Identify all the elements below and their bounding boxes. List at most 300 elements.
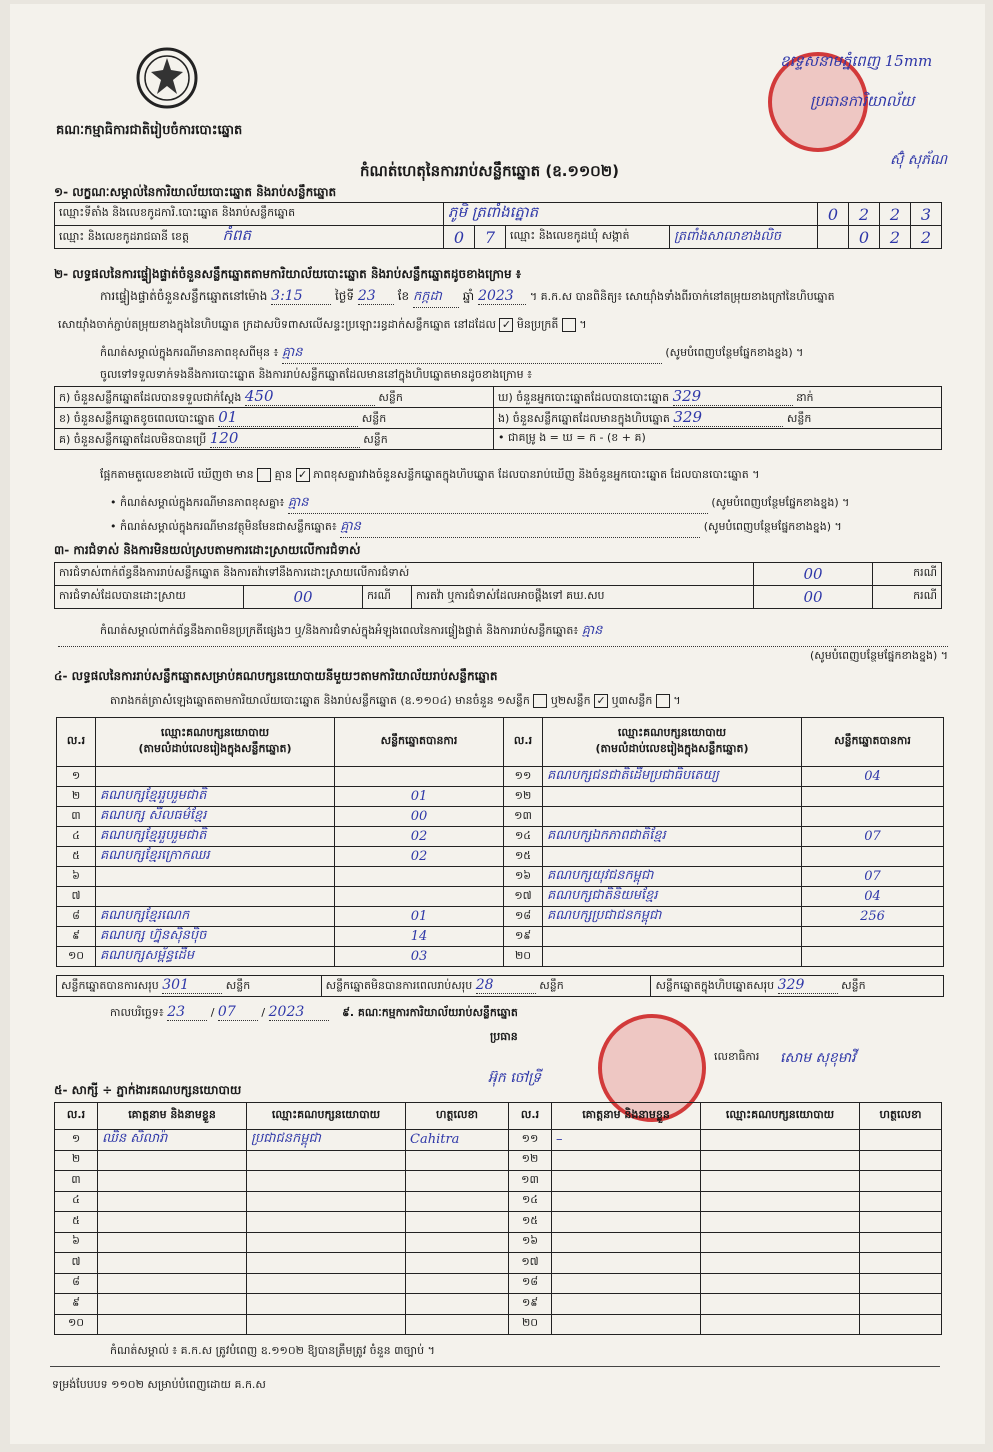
s3-r2-label: ការជំទាស់ដែលបានដោះស្រាយ <box>55 586 244 609</box>
witness-sign <box>860 1273 942 1294</box>
witness-sign <box>860 1212 942 1233</box>
s1-row1-label: ឈ្មោះទីតាំង និងលេខកូដការិ.បោះឆ្នោត និងរាប់សន្លឹកឆ្នោត <box>55 203 444 226</box>
table-row <box>55 1171 942 1192</box>
s1-row2-label <box>55 226 444 249</box>
s4-date-row: កាលបរិច្ឆេទ៖ 23 / 07 / 2023 ៩. គណៈកម្មការការិយាល័យរាប់សន្លឹកឆ្នោត <box>110 1004 518 1020</box>
party-votes: 01 <box>335 907 504 927</box>
party-name: គណបក្សជាតិនិយមខ្មែរ <box>543 887 802 907</box>
witness-no: ១៧ <box>509 1253 552 1274</box>
witness-sign <box>406 1191 509 1212</box>
table-row <box>57 867 944 887</box>
witness-party <box>701 1171 860 1192</box>
s4-committee-label: ៩. គណៈកម្មការការិយាល័យរាប់សន្លឹកឆ្នោត <box>342 1006 518 1019</box>
witness-no: ៤ <box>55 1191 98 1212</box>
s1-prov-digit: 7 <box>475 226 506 249</box>
witness-name <box>98 1314 247 1335</box>
checkbox-normal[interactable]: ✓ <box>499 318 513 332</box>
s3-table <box>54 562 942 609</box>
party-no: ១ <box>57 767 96 787</box>
s2-day-label: ថ្ងៃទី <box>335 289 355 303</box>
witness-no: ២ <box>55 1150 98 1171</box>
witness-party <box>701 1314 860 1335</box>
witness-no: ៧ <box>55 1253 98 1274</box>
witness-sign <box>860 1150 942 1171</box>
witness-name <box>552 1253 701 1274</box>
s2-year-label: ឆ្នាំ <box>462 289 475 303</box>
s2-abnormal-label: មិនប្រក្រតី <box>516 318 559 331</box>
witness-sign <box>860 1253 942 1274</box>
s2-row-c-unit: សន្លឹក <box>363 433 388 446</box>
party-name <box>96 767 335 787</box>
s4-total-valid-unit: សន្លឹក <box>225 979 251 992</box>
s2-row-b-unit: សន្លឹក <box>361 412 387 425</box>
table-row <box>57 767 944 787</box>
witness-party <box>701 1294 860 1315</box>
s3-note-value: គ្មាន <box>581 623 603 638</box>
s2-bullet1 <box>110 494 950 514</box>
witness-name <box>98 1253 247 1274</box>
s3-r2-value2: 00 <box>754 586 873 609</box>
party-no: ២០ <box>504 947 543 967</box>
witness-name <box>552 1150 701 1171</box>
party-no: ៧ <box>57 887 96 907</box>
s1-spacer <box>818 226 849 249</box>
s1-comm-digit: 0 <box>849 226 880 249</box>
s2-para5-lead: ផ្អែកតាមតួលេខខាងលើ ឃើញថា មាន <box>100 468 254 481</box>
s2-note-suffix: (សូមបំពេញបន្ថែមផ្នែកខាងខ្នង) ។ <box>665 346 804 359</box>
s2-row-a-value: 450 <box>245 387 375 406</box>
col-party <box>96 718 335 767</box>
witness-no: ១៨ <box>509 1273 552 1294</box>
witness-sign <box>406 1253 509 1274</box>
chair-name: អ៊ុក ចៅទ្រី <box>488 1070 542 1086</box>
witness-name <box>98 1171 247 1192</box>
party-no: ១៩ <box>504 927 543 947</box>
party-name: គណបក្សប្រជាជនកម្ពុជា <box>543 907 802 927</box>
s3-note <box>100 622 602 641</box>
s3-r2-label2: ការតវ៉ា ឬការជំទាស់ដែលអាចផ្តឹងទៅ គឃ.សប <box>412 586 754 609</box>
witness-sign <box>406 1150 509 1171</box>
s2-row-b <box>55 408 494 429</box>
s4-totals <box>56 975 944 997</box>
party-no: ១២ <box>504 787 543 807</box>
s2-note-label: កំណត់សម្គាល់ក្នុងករណីមានភាពខុសពីមុន ៖ <box>100 346 279 359</box>
s2-para1-rest: ។ គ.ក.ស បានពិនិត្យ៖ សោយ៉ាំងទាំងពីរចាក់នៅតម្រុយខាងក្រៅនៃហិបឆ្នោត <box>529 290 835 303</box>
s2-row-a-unit: សន្លឹក <box>378 391 403 404</box>
s5-col-name: គោត្តនាម និងនាមខ្លួន <box>98 1103 247 1130</box>
section5-heading: ៥- សាក្សី ÷ ភ្នាក់ងារគណបក្សនយោបាយ <box>54 1083 242 1097</box>
org-name: គណៈកម្មាធិការជាតិរៀបចំការបោះឆ្នោត <box>56 123 243 138</box>
footer-text: ទម្រង់បែបបទ ១១០២ សម្រាប់បំពេញដោយ គ.ក.ស <box>52 1378 266 1391</box>
witness-party <box>247 1212 406 1233</box>
party-name: គណបក្សជនជាតិដើមប្រជាធិបតេយ្យ <box>543 767 802 787</box>
table-row <box>57 787 944 807</box>
witness-party <box>247 1171 406 1192</box>
checkbox-abnormal[interactable] <box>562 318 576 332</box>
party-votes <box>802 927 944 947</box>
witness-no: ៣ <box>55 1171 98 1192</box>
table-row <box>55 1314 942 1335</box>
party-name <box>96 867 335 887</box>
witness-name <box>552 1191 701 1212</box>
s4-total-invalid <box>321 976 651 997</box>
party-votes: 02 <box>335 827 504 847</box>
s1-code-digit: 2 <box>849 203 880 226</box>
witness-party <box>701 1253 860 1274</box>
secretary-label: លេខាធិការ <box>714 1050 760 1063</box>
s2-row-a-label: ក) ចំនួនសន្លឹកឆ្នោតដែលបានទទួលជាក់ស្តែង <box>59 391 242 404</box>
party-name <box>543 807 802 827</box>
s2-bullet2 <box>110 518 950 538</box>
s4-date-month: 07 <box>218 1004 258 1021</box>
s2-para3 <box>100 344 950 364</box>
section1-heading: ១- លក្ខណៈសម្គាល់នៃការិយាល័យបោះឆ្នោត និងរាប់សន្លឹកឆ្នោត <box>54 185 337 199</box>
party-votes: 03 <box>335 947 504 967</box>
witness-party <box>247 1150 406 1171</box>
party-no: ៦ <box>57 867 96 887</box>
witness-name <box>98 1191 247 1212</box>
party-no: ១៥ <box>504 847 543 867</box>
party-votes <box>802 847 944 867</box>
s2-row-b-value: 01 <box>218 408 358 427</box>
party-name <box>543 847 802 867</box>
witness-name <box>552 1171 701 1192</box>
section4-heading: ៤- លទ្ធផលនៃការរាប់សន្លឹកឆ្នោតសម្រាប់គណបក្សនយោបាយនីមួយៗតាមការិយាល័យរាប់សន្លឹកឆ្នោត <box>54 669 498 683</box>
s1-comm-digit: 2 <box>880 226 911 249</box>
party-votes: 07 <box>802 867 944 887</box>
s5-note: កំណត់សម្គាល់ ៖ គ.ក.ស ត្រូវបំពេញ ឧ.១១០២ ឱ្យបានត្រឹមត្រូវ ចំនួន ៣ច្បាប់ ។ <box>110 1344 435 1357</box>
witness-no: ៩ <box>55 1294 98 1315</box>
s4-intro-text: តារាងកត់ត្រាសំឡេងឆ្នោតតាមការិយាល័យបោះឆ្នោត និងរាប់សន្លឹកឆ្នោត (ឧ.១១០៤) មានចំនួន ១សន្លឹក <box>110 694 530 707</box>
s3-note-label: កំណត់សម្គាល់ពាក់ព័ន្ធនឹងភាពមិនប្រក្រតីផ្សេងៗ ឬ/និងការជំទាស់ក្នុងអំឡុងពេលនៃការផ្ទៀងផ្ទាត់ និងការរាប់សន្លឹកឆ្នោត៖ <box>100 624 579 637</box>
s4-total-invalid-unit: សន្លឹក <box>539 979 564 992</box>
col-party-right-sub: (តាមលំដាប់លេខរៀងក្នុងសន្លឹកឆ្នោត) <box>595 742 749 755</box>
party-votes: 02 <box>335 847 504 867</box>
chair-label: ប្រធាន <box>490 1030 518 1043</box>
s4-party-table <box>56 717 944 967</box>
s1-code-digit: 3 <box>911 203 942 226</box>
table-row <box>57 887 944 907</box>
s4-intro-2sheet: ឬ២សន្លឹក <box>550 694 591 707</box>
s1-province-value: កំពត <box>222 226 252 244</box>
table-row <box>57 907 944 927</box>
party-name: គណបក្សខ្មែរក្រោកឈរ <box>96 847 335 867</box>
s3-r1-unit: ករណី <box>873 563 942 586</box>
s4-total-box-label: សន្លឹកឆ្នោតក្នុងហិបឆ្នោតសរុប <box>655 979 775 992</box>
s2-row-d-value: 329 <box>673 387 793 406</box>
s2-note-value: គ្មាន <box>282 344 662 364</box>
s2-row-c-value: 120 <box>210 429 360 448</box>
party-votes: 04 <box>802 767 944 787</box>
s4-total-box-value: 329 <box>778 977 838 994</box>
s2-row-b-label: ខ) ចំនួនសន្លឹកឆ្នោតខូចពេលបោះឆ្នោត <box>59 412 215 425</box>
s2-row-e-unit: សន្លឹក <box>786 412 812 425</box>
table-row <box>55 1191 942 1212</box>
party-votes <box>802 947 944 967</box>
s2-row-e-label: ង) ចំនួនសន្លឹកឆ្នោតដែលមានក្នុងហិបឆ្នោត <box>498 412 670 425</box>
party-name: គណបក្សឯកភាពជាតិខ្មែរ <box>543 827 802 847</box>
party-no: ៩ <box>57 927 96 947</box>
table-row <box>57 807 944 827</box>
party-name <box>543 787 802 807</box>
table-row <box>55 1212 942 1233</box>
witness-name: – <box>552 1130 701 1151</box>
party-name: គណបក្សយុវជនកម្ពុជា <box>543 867 802 887</box>
s2-row-d-unit: នាក់ <box>796 391 814 404</box>
table-row <box>55 1253 942 1274</box>
party-no: ៥ <box>57 847 96 867</box>
party-no: ១៧ <box>504 887 543 907</box>
witness-name <box>98 1273 247 1294</box>
top-right-note-3: ស៊ុំ សុភ័ណ <box>890 152 948 168</box>
witness-no: ១០ <box>55 1314 98 1335</box>
witness-name <box>552 1212 701 1233</box>
col-no-right: ល.រ <box>504 718 543 767</box>
s3-r1-label: ការជំទាស់ពាក់ព័ន្ធនឹងការរាប់សន្លឹកឆ្នោត និងការតវ៉ាទៅនឹងការដោះស្រាយលើការជំទាស់ <box>55 563 754 586</box>
s2-year-value: 2023 <box>478 288 526 305</box>
col-no: ល.រ <box>57 718 96 767</box>
witness-no: ១៣ <box>509 1171 552 1192</box>
s4-intro-3sheet: ឬ៣សន្លឹក <box>611 694 653 707</box>
s1-row1-value: ភូមិ ត្រពាំងត្នោត <box>444 203 818 226</box>
party-name: គណបក្សខ្មែររួបរួមជាតិ <box>96 787 335 807</box>
witness-party <box>247 1232 406 1253</box>
witness-party <box>247 1294 406 1315</box>
emblem-icon <box>135 46 199 110</box>
witness-sign <box>406 1212 509 1233</box>
party-name <box>543 927 802 947</box>
s5-col-sign-right: ហត្ថលេខា <box>860 1103 942 1130</box>
section1-table <box>54 202 942 249</box>
witness-sign <box>406 1232 509 1253</box>
s2-none-label: គ្មាន <box>274 468 293 481</box>
party-votes: 01 <box>335 787 504 807</box>
party-votes <box>335 767 504 787</box>
party-name: គណបក្សខ្មែរណេក <box>96 907 335 927</box>
witness-sign <box>860 1232 942 1253</box>
s1-code-digit: 0 <box>818 203 849 226</box>
col-party-right <box>543 718 802 767</box>
s3-note-suffix: (សូមបំពេញបន្ថែមផ្នែកខាងខ្នង) ។ <box>58 646 948 665</box>
s4-total-invalid-label: សន្លឹកឆ្នោតមិនបានការពេលរាប់សរុប <box>325 979 473 992</box>
witness-name <box>552 1232 701 1253</box>
witness-sign <box>860 1191 942 1212</box>
checkbox-none[interactable]: ✓ <box>296 468 310 482</box>
witness-no: ១៥ <box>509 1212 552 1233</box>
secretary-name: សោម សុខុមាវី <box>780 1050 856 1066</box>
witness-sign <box>860 1294 942 1315</box>
form-page <box>10 4 985 1444</box>
witness-sign <box>406 1171 509 1192</box>
s2-day-value: 23 <box>358 288 394 305</box>
party-votes <box>802 807 944 827</box>
witness-sign <box>406 1294 509 1315</box>
witness-no: ៦ <box>55 1232 98 1253</box>
section3-heading: ៣- ការជំទាស់ និងការមិនយល់ស្របតាមការដោះស្រាយលើការជំទាស់ <box>54 543 361 557</box>
s4-date-label: កាលបរិច្ឆេទ៖ <box>110 1006 164 1019</box>
witness-party <box>701 1150 860 1171</box>
s2-b2-label: • កំណត់សម្គាល់ក្នុងករណីមានវត្ថុមិនមែនជាសន្លឹកឆ្នោត៖ <box>110 520 337 533</box>
witness-party <box>247 1253 406 1274</box>
witness-name <box>98 1232 247 1253</box>
party-name: គណបក្ស ហ្វ៊ុនស៊ិនប៉ិច <box>96 927 335 947</box>
s2-para5 <box>100 468 960 484</box>
table-row <box>55 1273 942 1294</box>
party-votes: 04 <box>802 887 944 907</box>
checkbox-3sheet[interactable] <box>656 694 670 708</box>
s5-col-sign: ហត្ថលេខា <box>406 1103 509 1130</box>
witness-sign: Cahitra <box>406 1130 509 1151</box>
witness-party <box>701 1232 860 1253</box>
witness-sign <box>860 1314 942 1335</box>
witness-no: ១៩ <box>509 1294 552 1315</box>
s1-commune-value: ត្រពាំងសាលាខាងលិច <box>669 226 817 249</box>
s3-r2-unit2: ករណី <box>873 586 942 609</box>
s2-row-e-value: 329 <box>673 408 783 427</box>
party-name: គណបក្សខ្មែររួបរួមជាតិ <box>96 827 335 847</box>
col-votes: សន្លឹកឆ្នោតបានការ <box>335 718 504 767</box>
s2-month-label: ខែ <box>397 289 410 303</box>
s2-row-d-label: ឃ) ចំនួនអ្នកបោះឆ្នោតដែលបានបោះឆ្នោត <box>498 391 670 404</box>
party-no: ១៨ <box>504 907 543 927</box>
witness-party: ប្រជាជនកម្ពុជា <box>247 1130 406 1151</box>
form-title: កំណត់ហេតុនៃការរាប់សន្លឹកឆ្នោត (ឧ.១១០២) <box>360 162 620 180</box>
top-right-note-2: ប្រធានការិយាល័យ <box>810 92 915 110</box>
party-no: ៤ <box>57 827 96 847</box>
s2-time-label: ការផ្ទៀងផ្ទាត់ចំនួនសន្លឹកឆ្នោតនៅម៉ោង <box>100 289 268 303</box>
s2-b1-suffix: (សូមបំពេញបន្ថែមផ្នែកខាងខ្នង) ។ <box>711 496 850 509</box>
table-row <box>57 947 944 967</box>
s3-r1-value: 00 <box>754 563 873 586</box>
witness-no: ១៤ <box>509 1191 552 1212</box>
s2-formula: • ជាគម្រូ ង = ឃ = ក - (ខ + គ) <box>494 429 942 450</box>
witness-no: ៨ <box>55 1273 98 1294</box>
table-row <box>57 827 944 847</box>
party-no: ១៦ <box>504 867 543 887</box>
witness-party <box>247 1273 406 1294</box>
party-votes: 00 <box>335 807 504 827</box>
witness-name <box>552 1314 701 1335</box>
party-name <box>96 887 335 907</box>
table-row <box>57 847 944 867</box>
party-votes <box>335 867 504 887</box>
witness-party <box>701 1130 860 1151</box>
s5-col-party-right: ឈ្មោះគណបក្សនយោបាយ <box>701 1103 860 1130</box>
witness-sign <box>860 1171 942 1192</box>
s2-b1-value: គ្មាន <box>288 494 708 514</box>
witness-party <box>701 1191 860 1212</box>
s4-total-valid <box>57 976 322 997</box>
s1-prov-digit: 0 <box>444 226 475 249</box>
table-row <box>55 1130 942 1151</box>
s5-col-name-right: គោត្តនាម និងនាមខ្លួន <box>552 1103 701 1130</box>
witness-name: ឈិន សិលារ៉ា <box>98 1130 247 1151</box>
s2-para5-rest: ភាពខុសគ្នារវាងចំនួនសន្លឹកឆ្នោតក្នុងហិបឆ្នោត ដែលបានរាប់ឃើញ និងចំនួនអ្នកបោះឆ្នោត ដែលបានបោះឆ្នោត ។ <box>313 468 760 481</box>
witness-sign <box>406 1273 509 1294</box>
party-votes: 07 <box>802 827 944 847</box>
party-votes <box>802 787 944 807</box>
party-votes <box>335 887 504 907</box>
s1-commune-label: ឈ្មោះ និងលេខកូដឃុំ សង្កាត់ <box>506 226 670 249</box>
party-name: គណបក្សសម្ព័ន្ធដើម <box>96 947 335 967</box>
s4-date-day: 23 <box>167 1004 207 1021</box>
s2-row-c <box>55 429 494 450</box>
s5-witness-table <box>54 1102 942 1335</box>
checkbox-has[interactable] <box>257 468 271 482</box>
s4-intro: តារាងកត់ត្រាសំឡេងឆ្នោតតាមការិយាល័យបោះឆ្នោត និងរាប់សន្លឹកឆ្នោត (ឧ.១១០៤) មានចំនួន ១សន្លឹក ឬ២សន្លឹក ✓ ឬ៣សន្លឹក ។ <box>110 694 681 707</box>
s2-row-e <box>494 408 942 429</box>
party-no: ១៣ <box>504 807 543 827</box>
checkbox-1sheet[interactable] <box>533 694 547 708</box>
s5-col-no-right: ល.រ <box>509 1103 552 1130</box>
party-no: ១១ <box>504 767 543 787</box>
s2-row-c-label: គ) ចំនួនសន្លឹកឆ្នោតដែលមិនបានប្រើ <box>59 433 207 446</box>
witness-name <box>552 1294 701 1315</box>
s3-r2-value: 00 <box>244 586 363 609</box>
footer-divider <box>50 1366 940 1367</box>
section2-heading: ២- លទ្ធផលនៃការផ្ទៀងផ្ទាត់ចំនួនសន្លឹកឆ្នោតតាមការិយាល័យបោះឆ្នោត និងរាប់សន្លឹកឆ្នោតដូចខាងក្រោម ៖ <box>54 267 522 281</box>
s3-r2-unit: ករណី <box>363 586 412 609</box>
party-name <box>543 947 802 967</box>
s5-col-party: ឈ្មោះគណបក្សនយោបាយ <box>247 1103 406 1130</box>
witness-no: ៥ <box>55 1212 98 1233</box>
s2-b2-value: គ្មាន <box>340 518 700 538</box>
party-no: ១៤ <box>504 827 543 847</box>
s2-para2-text: សោយ៉ាំងចាក់ភ្ជាប់តម្រុយខាងក្នុងនៃហិបឆ្នោត ក្រដាសបិទពាសលើសន្ទះប្រឡោះរន្ធដាក់សន្លឹកឆ្នោត នៅដដែល <box>58 318 496 331</box>
witness-party <box>701 1273 860 1294</box>
witness-no: ១ <box>55 1130 98 1151</box>
party-no: ១០ <box>57 947 96 967</box>
s1-province-label: ឈ្មោះ និងលេខកូដរាជធានី ខេត្ត <box>59 230 189 243</box>
s2-count-table <box>54 386 942 450</box>
witness-party <box>701 1212 860 1233</box>
s2-month-value: កក្កដា <box>413 288 459 308</box>
col-party-sub: (តាមលំដាប់លេខរៀងក្នុងសន្លឹកឆ្នោត) <box>138 742 292 755</box>
table-row <box>55 1232 942 1253</box>
s1-code-digit: 2 <box>880 203 911 226</box>
s2-para2: សោយ៉ាំងចាក់ភ្ជាប់តម្រុយខាងក្នុងនៃហិបឆ្នោត ក្រដាសបិទពាសលើសន្ទះប្រឡោះរន្ធដាក់សន្លឹកឆ្នោត នៅដដែល ✓ មិនប្រក្រតី ។ <box>58 318 587 331</box>
s2-b2-suffix: (សូមបំពេញបន្ថែមផ្នែកខាងខ្នង) ។ <box>703 520 842 533</box>
witness-sign <box>860 1130 942 1151</box>
party-name: គណបក្ស សីលធម៌ខ្មែរ <box>96 807 335 827</box>
s4-date-year: 2023 <box>269 1004 329 1021</box>
witness-no: ១២ <box>509 1150 552 1171</box>
col-party-title: ឈ្មោះគណបក្សនយោបាយ <box>160 726 270 739</box>
checkbox-2sheet[interactable]: ✓ <box>594 694 608 708</box>
witness-sign <box>406 1314 509 1335</box>
s2-time-value: 3:15 <box>271 288 331 305</box>
top-right-note-1: ឧទ្ទេសនាមភ្នំពេញ 15mm <box>780 52 933 70</box>
s4-total-invalid-value: 28 <box>476 977 536 994</box>
s2-para1 <box>100 288 835 308</box>
s4-total-box <box>651 976 944 997</box>
table-row <box>55 1294 942 1315</box>
s2-row-a <box>55 387 494 408</box>
party-no: ៨ <box>57 907 96 927</box>
witness-name <box>98 1212 247 1233</box>
s2-row-d <box>494 387 942 408</box>
witness-name <box>552 1273 701 1294</box>
s4-total-valid-value: 301 <box>162 977 222 994</box>
witness-no: ១៦ <box>509 1232 552 1253</box>
witness-party <box>247 1314 406 1335</box>
table-row <box>57 927 944 947</box>
party-votes: 14 <box>335 927 504 947</box>
col-votes-right: សន្លឹកឆ្នោតបានការ <box>802 718 944 767</box>
s5-col-no: ល.រ <box>55 1103 98 1130</box>
witness-name <box>98 1150 247 1171</box>
col-party-right-title: ឈ្មោះគណបក្សនយោបាយ <box>617 726 727 739</box>
